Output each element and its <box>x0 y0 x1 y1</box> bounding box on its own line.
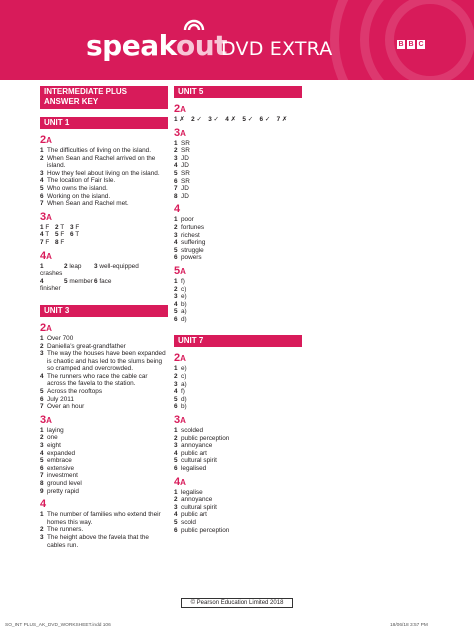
answer-line <box>40 403 168 411</box>
answer-text: The location of Fair Isle. <box>47 177 116 185</box>
answer-text: Across the rooftops <box>47 388 103 396</box>
unit-1-ex-3-grid <box>40 224 168 247</box>
answer-line <box>174 381 302 389</box>
answer-line <box>40 526 168 534</box>
answer-line <box>174 435 302 443</box>
answer-number: 8 <box>174 192 178 200</box>
header-banner <box>0 0 474 80</box>
answer-line <box>174 457 302 465</box>
answer-mark: ✓ <box>196 116 202 123</box>
answer-text: d) <box>181 395 187 403</box>
unit-5-ex-4-list <box>174 216 302 262</box>
answer-text: annoyance <box>181 442 213 450</box>
answer-text: The height above the favela that the cables run. <box>47 533 149 549</box>
answer-number: 3 <box>174 293 178 301</box>
unit-3-ex-2-list <box>40 335 168 411</box>
answer-text: The runners. <box>47 526 84 534</box>
answer-number: 4 <box>174 162 178 170</box>
speakout-logo: speakout <box>86 29 228 62</box>
answer-text: Over an hour <box>47 403 85 411</box>
answer-number: 4 <box>174 449 178 457</box>
answer-text: c) <box>181 373 187 381</box>
answer-number: 5 <box>174 169 178 177</box>
answer-text: a) <box>181 308 187 316</box>
answer-number: 4 <box>40 449 44 457</box>
answer-number: 6 <box>40 192 44 200</box>
answer-number: 5 <box>174 246 178 254</box>
answer-text: extensive <box>47 464 74 472</box>
answer-number: 3 <box>70 223 74 231</box>
answer-line <box>174 442 302 450</box>
right-column <box>174 86 302 534</box>
answer-line <box>40 434 168 442</box>
answer-line <box>40 388 168 396</box>
answer-text: public art <box>181 511 207 519</box>
answer-text: investment <box>47 472 78 480</box>
answer-cell <box>70 224 85 232</box>
answer-line <box>174 286 302 294</box>
answer-number: 2 <box>40 154 44 162</box>
answer-text: Over 700 <box>47 334 74 342</box>
answer-key-title: INTERMEDIATE PLUS ANSWER KEY <box>40 86 168 109</box>
answer-number: 1 <box>174 216 178 224</box>
answer-text: c) <box>181 285 187 293</box>
answer-number: 1 <box>174 427 178 435</box>
answer-line <box>40 465 168 473</box>
answer-text: one <box>47 434 58 442</box>
answer-line <box>40 442 168 450</box>
answer-cell <box>55 224 70 232</box>
answer-number: 5 <box>64 277 68 285</box>
answer-number: 3 <box>174 231 178 239</box>
answer-line <box>174 293 302 301</box>
bbc-logo: B B C <box>398 41 424 48</box>
answer-text: The way the houses have been expanded is chaotic and has led to the slums being so cramped and overcrowded. <box>47 350 166 373</box>
answer-text: JD <box>181 185 189 193</box>
answer-number: 4 <box>40 177 44 185</box>
answer-line <box>40 170 168 178</box>
answer-number: 3 <box>174 380 178 388</box>
answer-line <box>40 193 168 201</box>
answer-text: The number of families who extend their homes this way. <box>47 511 161 526</box>
answer-number: 3 <box>94 262 98 270</box>
answer-text: fortunes <box>181 223 205 231</box>
answer-value: F <box>60 231 65 239</box>
answer-text: pretty rapid <box>47 487 79 495</box>
answer-mark: ✓ <box>213 116 219 123</box>
answer-line <box>174 170 302 178</box>
unit-1-ex-2-list <box>40 147 168 208</box>
answer-cell <box>64 263 94 278</box>
answer-line <box>40 480 168 488</box>
answer-number: 1 <box>174 116 178 123</box>
answer-number: 7 <box>40 403 44 411</box>
answer-text: Daniella’s great-grandfather <box>47 342 126 350</box>
answer-number: 7 <box>40 200 44 208</box>
unit-3-ex-3-heading: 3A <box>40 413 52 426</box>
answer-number: 1 <box>40 511 44 519</box>
answer-line <box>174 178 302 186</box>
answer-number: 6 <box>40 395 44 403</box>
answer-number: 4 <box>225 116 229 123</box>
answer-line <box>174 247 302 255</box>
answer-value: face <box>99 277 112 285</box>
unit-5-ex-4-heading: 4 <box>174 203 181 216</box>
answer-text: cultural spirit <box>181 503 217 511</box>
answer-line <box>174 216 302 224</box>
unit-7-ex-3-heading: 3A <box>174 414 186 427</box>
answer-line <box>174 489 302 497</box>
answer-number: 2 <box>191 116 195 123</box>
answer-number: 7 <box>40 238 44 246</box>
answer-number: 4 <box>40 372 44 380</box>
answer-number: 5 <box>55 231 59 239</box>
answer-text: scold <box>181 518 196 526</box>
answer-number: 7 <box>276 116 281 123</box>
answer-cell <box>174 116 185 123</box>
answer-number: 2 <box>174 285 178 293</box>
answer-number: 2 <box>174 147 178 155</box>
answer-number: 5 <box>174 518 178 526</box>
answer-text: Who owns the island. <box>47 184 108 192</box>
unit-1-ex-4-grid <box>40 263 168 293</box>
answer-number: 2 <box>174 223 178 231</box>
answer-number: 2 <box>40 434 44 442</box>
unit-7-ex-2-heading: 2A <box>174 352 186 365</box>
answer-number: 8 <box>40 480 44 487</box>
answer-number: 5 <box>174 395 178 403</box>
answer-cell <box>40 239 55 247</box>
answer-cell <box>70 231 85 239</box>
answer-mark: ✓ <box>247 116 254 123</box>
answer-cell <box>55 231 70 239</box>
answer-line <box>174 388 302 396</box>
answer-number: 6 <box>259 116 264 123</box>
answer-mark: ✗ <box>230 116 236 123</box>
answer-line <box>40 396 168 404</box>
answer-line <box>40 450 168 458</box>
answer-text: laying <box>47 426 64 434</box>
answer-line <box>40 511 168 526</box>
answer-number: 3 <box>40 442 44 450</box>
unit-1-ex-4-heading: 4A <box>40 249 52 262</box>
answer-number: 2 <box>174 373 178 381</box>
answer-line <box>174 193 302 201</box>
answer-number: 2 <box>40 342 44 350</box>
answer-number: 2 <box>64 262 68 270</box>
answer-line <box>174 465 302 473</box>
answer-value: F <box>45 223 50 231</box>
answer-line <box>174 278 302 286</box>
answer-line <box>174 527 302 535</box>
answer-cell <box>40 231 55 239</box>
answer-number: 2 <box>174 496 178 504</box>
unit-7-ex-4-list <box>174 489 302 535</box>
answer-number: 7 <box>40 472 44 480</box>
answer-line <box>40 200 168 208</box>
answer-mark: ✗ <box>179 116 185 123</box>
answer-number: 3 <box>40 169 44 177</box>
answer-line <box>174 504 302 512</box>
answer-cell <box>208 116 219 123</box>
answer-line <box>174 185 302 193</box>
answer-text: scolded <box>181 427 204 435</box>
answer-number: 6 <box>174 465 178 472</box>
unit-3-ex-3-list <box>40 427 168 495</box>
answer-text: SR <box>181 177 190 185</box>
answer-text: powers <box>181 254 202 262</box>
copyright-notice: © Pearson Education Limited 2018 <box>181 598 293 608</box>
answer-text: d) <box>181 315 187 323</box>
answer-value: well-equipped <box>99 262 139 270</box>
answer-number: 4 <box>40 231 44 239</box>
answer-line <box>174 496 302 504</box>
answer-line <box>174 301 302 309</box>
answer-text: cultural spirit <box>181 457 217 465</box>
unit-5-header: UNIT 5 <box>174 86 302 98</box>
unit-3-ex-2-heading: 2A <box>40 321 52 334</box>
answer-text: When Sean and Rachel met. <box>47 200 129 208</box>
answer-text: a) <box>181 380 187 388</box>
answer-cell <box>40 278 64 293</box>
answer-text: JD <box>181 162 189 170</box>
answer-line <box>174 427 302 435</box>
answer-text: e) <box>181 365 187 373</box>
answer-number: 1 <box>40 147 44 154</box>
answer-number: 3 <box>174 442 178 450</box>
answer-number: 1 <box>40 334 44 342</box>
answer-value: T <box>75 231 80 239</box>
answer-cell <box>64 278 94 293</box>
answer-text: When Sean and Rachel arrived on the island. <box>47 154 156 170</box>
answer-text: How they feel about living on the island. <box>47 169 160 177</box>
answer-cell <box>242 116 253 123</box>
unit-1-ex-2-heading: 2A <box>40 134 52 146</box>
answer-text: poor <box>181 216 194 224</box>
answer-number: 4 <box>174 388 178 396</box>
answer-text: f) <box>181 277 185 285</box>
answer-line <box>174 511 302 519</box>
answer-line <box>40 185 168 193</box>
answer-line <box>40 343 168 351</box>
answer-number: 1 <box>40 223 44 231</box>
print-footer <box>0 621 474 632</box>
answer-line <box>174 232 302 240</box>
answer-cell <box>259 116 270 123</box>
answer-line <box>174 155 302 163</box>
answer-number: 3 <box>174 503 178 511</box>
answer-line <box>174 519 302 527</box>
answer-number: 5 <box>40 457 44 465</box>
answer-value: T <box>60 223 65 231</box>
answer-text: SR <box>181 169 190 177</box>
answer-cell <box>55 239 70 247</box>
answer-line <box>174 403 302 411</box>
answer-line <box>40 457 168 465</box>
answer-number: 6 <box>174 177 178 185</box>
answer-line <box>174 162 302 170</box>
answer-line <box>174 239 302 247</box>
answer-number: 2 <box>55 223 59 231</box>
unit-1-header: UNIT 1 <box>40 117 168 129</box>
answer-cell <box>40 263 64 278</box>
answer-line <box>40 534 168 549</box>
answer-line <box>174 365 302 373</box>
answer-text: public perception <box>181 434 230 442</box>
answer-text: Working on the island. <box>47 192 111 200</box>
answer-text: annoyance <box>181 496 213 504</box>
answer-number: 6 <box>70 231 74 239</box>
answer-text: embrace <box>47 457 72 465</box>
answer-number: 3 <box>174 154 178 162</box>
answer-text: eight <box>47 442 61 450</box>
answer-number: 1 <box>40 426 44 434</box>
unit-7-ex-4-heading: 4A <box>174 475 186 488</box>
answer-text: struggle <box>181 246 204 254</box>
answer-number: 1 <box>174 139 178 147</box>
answer-value: crashes <box>40 270 63 278</box>
unit-3-ex-4-list <box>40 511 168 549</box>
answer-text: JD <box>181 154 189 162</box>
answer-line <box>40 472 168 480</box>
answer-number: 7 <box>174 185 178 193</box>
answer-text: July 2011 <box>47 395 74 403</box>
answer-number: 4 <box>174 239 178 247</box>
answer-text: ground level <box>47 480 82 487</box>
unit-5-ex-2-answers <box>174 116 302 124</box>
answer-text: b) <box>181 403 187 411</box>
answer-line <box>174 373 302 381</box>
answer-number: 5 <box>174 308 178 316</box>
answer-value: leap <box>69 262 82 270</box>
answer-number: 4 <box>40 277 44 285</box>
answer-number: 4 <box>174 511 178 519</box>
answer-text: The difficulties of living on the island. <box>47 147 151 154</box>
answer-text: f) <box>181 388 185 396</box>
answer-text: public art <box>181 449 207 457</box>
answer-mark: ✓ <box>264 116 271 123</box>
answer-number: 2 <box>40 526 44 534</box>
unit-7-ex-3-list <box>174 427 302 473</box>
answer-number: 9 <box>40 487 44 495</box>
answer-number: 4 <box>174 300 178 308</box>
answer-number: 6 <box>174 526 178 534</box>
answer-text: e) <box>181 293 187 301</box>
answer-line <box>174 316 302 324</box>
answer-number: 1 <box>174 488 178 496</box>
answer-line <box>40 488 168 496</box>
unit-3-ex-4-heading: 4 <box>40 498 47 511</box>
answer-text: SR <box>181 147 190 155</box>
answer-cell <box>40 224 55 232</box>
answer-text: SR <box>181 139 190 147</box>
answer-cell <box>225 116 236 123</box>
answer-number: 5 <box>242 116 246 123</box>
answer-value: T <box>45 231 50 239</box>
answer-value: F <box>75 223 80 231</box>
answer-line <box>174 450 302 458</box>
unit-7-ex-2-list <box>174 365 302 411</box>
answer-line <box>174 147 302 155</box>
answer-text: legalise <box>181 488 203 496</box>
answer-number: 8 <box>55 238 59 246</box>
answer-number: 1 <box>174 365 178 373</box>
answer-line <box>174 308 302 316</box>
answer-text: public perception <box>181 526 230 534</box>
answer-line <box>174 140 302 148</box>
answer-number: 6 <box>174 254 178 262</box>
answer-number: 3 <box>208 116 212 123</box>
answer-text: The runners who race the cable car across the favela to the station. <box>47 372 148 388</box>
answer-line <box>174 224 302 232</box>
answer-line <box>40 177 168 185</box>
unit-5-ex-3-list <box>174 140 302 201</box>
answer-mark: ✗ <box>281 116 288 123</box>
answer-line <box>40 147 168 155</box>
answer-number: 5 <box>40 388 44 396</box>
unit-1-ex-3-heading: 3A <box>40 210 52 223</box>
answer-cell <box>277 116 288 123</box>
answer-line <box>40 350 168 373</box>
answer-line <box>40 427 168 435</box>
answer-value: F <box>45 238 50 246</box>
answer-value: member <box>69 277 93 285</box>
footer-date: 18/06/18 3:57 PM <box>390 623 428 628</box>
unit-3-header: UNIT 3 <box>40 305 168 317</box>
unit-5-ex-3-heading: 3A <box>174 126 186 139</box>
answer-text: JD <box>181 192 189 200</box>
answer-line <box>40 335 168 343</box>
answer-line <box>40 373 168 388</box>
answer-number: 3 <box>40 533 44 541</box>
unit-5-ex-5-heading: 5A <box>174 264 186 277</box>
answer-value: finisher <box>40 285 61 293</box>
answer-line <box>40 155 168 170</box>
answer-cell <box>191 116 202 123</box>
answer-text: expanded <box>47 449 76 457</box>
answer-cell <box>94 263 144 278</box>
answer-line <box>174 396 302 404</box>
answer-text: richest <box>181 231 200 239</box>
answer-number: 3 <box>40 350 44 358</box>
answer-number: 6 <box>174 403 178 411</box>
answer-cell <box>94 278 144 293</box>
answer-number: 5 <box>174 457 178 465</box>
left-column <box>40 86 168 549</box>
unit-7-header: UNIT 7 <box>174 335 302 347</box>
answer-value: F <box>60 238 65 246</box>
answer-line <box>174 254 302 262</box>
footer-filename: SO_INT PLUS_AK_DVD_WORKSHEET.indd 106 <box>5 623 111 628</box>
answer-number: 6 <box>174 315 178 323</box>
dvd-extra-label: DVD EXTRA <box>221 38 333 60</box>
answer-text: legalised <box>181 465 207 472</box>
answer-number: 1 <box>40 262 44 270</box>
answer-text: b) <box>181 300 187 308</box>
answer-number: 6 <box>94 277 98 285</box>
unit-5-ex-2-heading: 2A <box>174 103 186 115</box>
unit-5-ex-5-list <box>174 278 302 324</box>
answer-number: 1 <box>174 277 178 285</box>
answer-number: 2 <box>174 434 178 442</box>
answer-number: 5 <box>40 184 44 192</box>
answer-number: 6 <box>40 464 44 472</box>
answer-text: suffering <box>181 239 206 247</box>
